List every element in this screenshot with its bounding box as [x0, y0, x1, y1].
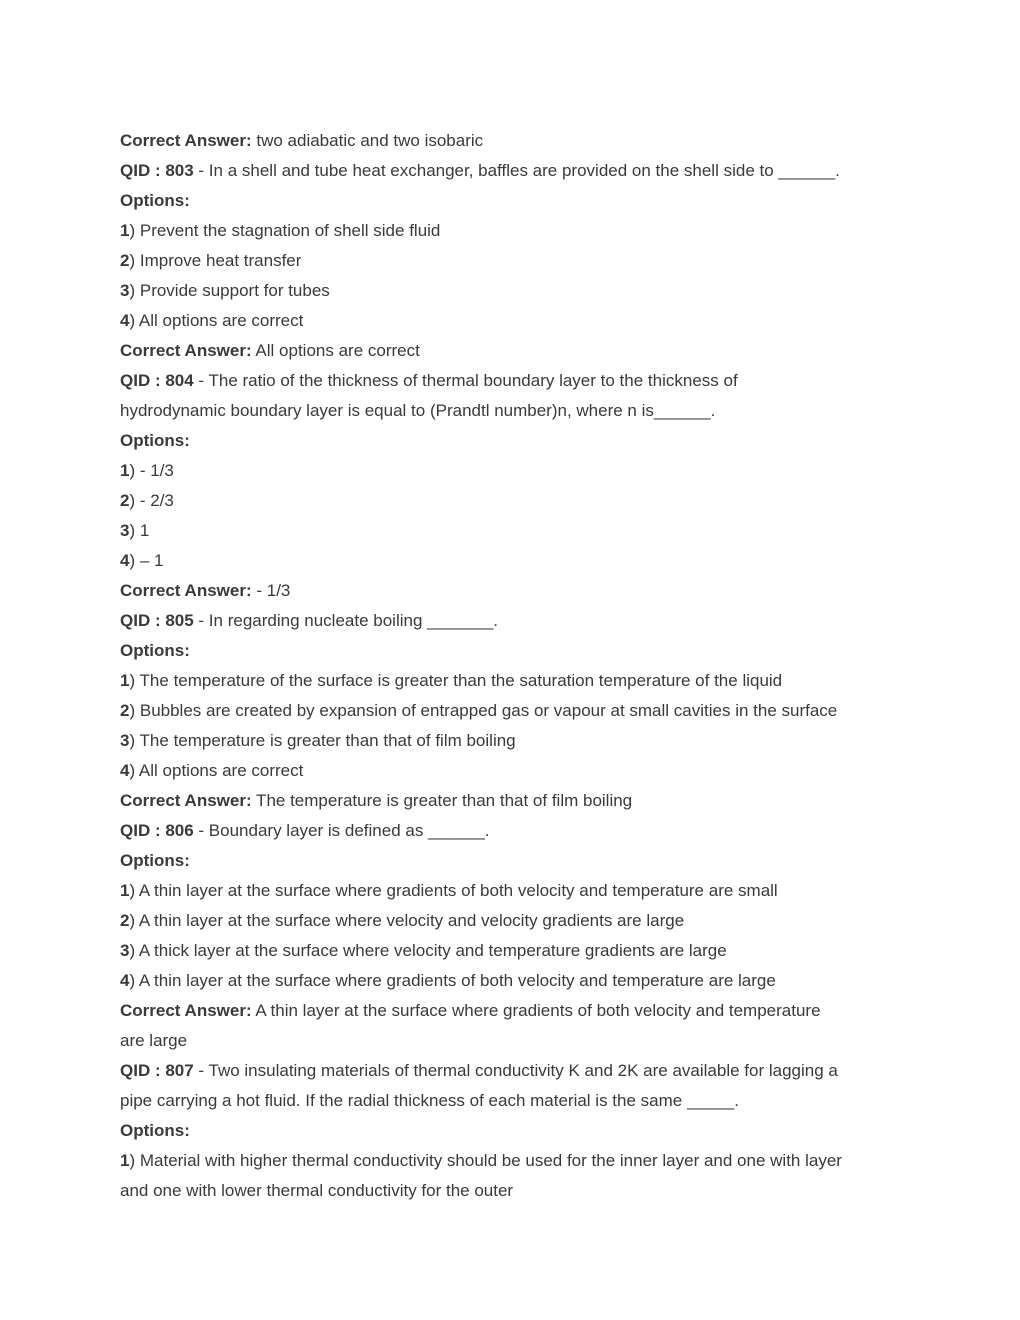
- option-cont-line: [120, 1176, 920, 1206]
- line-text: ) The temperature is greater than that of film boiling: [129, 731, 516, 750]
- line-text: - Boundary layer is defined as ______.: [193, 821, 490, 840]
- line-label: 4: [120, 761, 130, 780]
- line-text: ) Material with higher thermal conductivity should be used for the inner layer and one with layer: [129, 1151, 842, 1170]
- document-page: [120, 126, 920, 1206]
- line-text: - In regarding nucleate boiling _______.: [193, 611, 499, 630]
- line-label: 3: [120, 281, 130, 300]
- line-label: 1: [120, 1151, 130, 1170]
- line-text: The temperature is greater than that of film boiling: [251, 791, 633, 810]
- option-line: [120, 276, 920, 306]
- line-label: Correct Answer:: [120, 131, 252, 150]
- option-line: [120, 756, 920, 786]
- line-label: QID : 805: [120, 611, 194, 630]
- line-label: Correct Answer:: [120, 341, 252, 360]
- line-label: 2: [120, 701, 130, 720]
- option-line: [120, 546, 920, 576]
- line-text: ) A thick layer at the surface where velocity and temperature gradients are large: [129, 941, 727, 960]
- question-cont-line: [120, 396, 920, 426]
- options-label-line: [120, 636, 920, 666]
- option-line: [120, 966, 920, 996]
- answer-cont-line: [120, 1026, 920, 1056]
- line-label: QID : 804: [120, 371, 194, 390]
- line-text: ) Bubbles are created by expansion of entrapped gas or vapour at small cavities in the surface: [129, 701, 838, 720]
- line-text: ) All options are correct: [129, 761, 304, 780]
- line-label: 1: [120, 671, 130, 690]
- option-line: [120, 456, 920, 486]
- option-line: [120, 306, 920, 336]
- line-text: ) 1: [129, 521, 150, 540]
- options-label-line: [120, 186, 920, 216]
- line-label: 3: [120, 521, 130, 540]
- line-label: 3: [120, 731, 130, 750]
- line-text: ) Provide support for tubes: [129, 281, 330, 300]
- option-line: [120, 486, 920, 516]
- line-label: 2: [120, 251, 130, 270]
- line-label: 4: [120, 311, 130, 330]
- line-label: Options:: [120, 431, 190, 450]
- line-label: Correct Answer:: [120, 791, 252, 810]
- line-label: 4: [120, 971, 130, 990]
- line-text: - In a shell and tube heat exchanger, baffles are provided on the shell side to ______.: [193, 161, 840, 180]
- question-line: [120, 606, 920, 636]
- question-line: [120, 816, 920, 846]
- line-label: Options:: [120, 191, 190, 210]
- line-text: ) - 1/3: [129, 461, 174, 480]
- line-label: 1: [120, 461, 130, 480]
- line-text: All options are correct: [251, 341, 420, 360]
- line-label: Correct Answer:: [120, 581, 252, 600]
- line-text: are large: [120, 1031, 188, 1050]
- line-text: - 1/3: [251, 581, 291, 600]
- line-text: ) A thin layer at the surface where gradients of both velocity and temperature are small: [129, 881, 778, 900]
- answer-line: [120, 336, 920, 366]
- line-label: 4: [120, 551, 130, 570]
- question-line: [120, 366, 920, 396]
- line-label: QID : 803: [120, 161, 194, 180]
- line-text: ) A thin layer at the surface where velocity and velocity gradients are large: [129, 911, 685, 930]
- line-text: pipe carrying a hot fluid. If the radial thickness of each material is the same _____.: [120, 1091, 739, 1110]
- options-label-line: [120, 1116, 920, 1146]
- line-label: Options:: [120, 851, 190, 870]
- option-line: [120, 246, 920, 276]
- line-text: ) – 1: [129, 551, 164, 570]
- line-label: 1: [120, 221, 130, 240]
- option-line: [120, 696, 920, 726]
- line-label: QID : 807: [120, 1061, 194, 1080]
- option-line: [120, 516, 920, 546]
- line-text: hydrodynamic boundary layer is equal to (Prandtl number)n, where n is______.: [120, 401, 716, 420]
- line-label: Options:: [120, 1121, 190, 1140]
- option-line: [120, 936, 920, 966]
- option-line: [120, 726, 920, 756]
- line-text: ) Prevent the stagnation of shell side fluid: [129, 221, 441, 240]
- answer-line: [120, 576, 920, 606]
- option-line: [120, 216, 920, 246]
- line-label: QID : 806: [120, 821, 194, 840]
- line-text: and one with lower thermal conductivity for the outer: [120, 1181, 514, 1200]
- line-text: ) A thin layer at the surface where gradients of both velocity and temperature are large: [129, 971, 776, 990]
- line-label: Correct Answer:: [120, 1001, 252, 1020]
- line-text: ) Improve heat transfer: [129, 251, 302, 270]
- option-line: [120, 876, 920, 906]
- line-label: Options:: [120, 641, 190, 660]
- option-line: [120, 1146, 920, 1176]
- line-text: - The ratio of the thickness of thermal boundary layer to the thickness of: [193, 371, 738, 390]
- question-cont-line: [120, 1086, 920, 1116]
- line-label: 2: [120, 911, 130, 930]
- line-text: ) All options are correct: [129, 311, 304, 330]
- answer-line: [120, 996, 920, 1026]
- answer-line: [120, 126, 920, 156]
- option-line: [120, 666, 920, 696]
- line-label: 1: [120, 881, 130, 900]
- line-label: 3: [120, 941, 130, 960]
- question-line: [120, 1056, 920, 1086]
- line-text: A thin layer at the surface where gradients of both velocity and temperature: [251, 1001, 821, 1020]
- line-text: - Two insulating materials of thermal conductivity K and 2K are available for lagging a: [193, 1061, 838, 1080]
- line-label: 2: [120, 491, 130, 510]
- option-line: [120, 906, 920, 936]
- question-line: [120, 156, 920, 186]
- answer-line: [120, 786, 920, 816]
- line-text: ) - 2/3: [129, 491, 174, 510]
- options-label-line: [120, 846, 920, 876]
- line-text: two adiabatic and two isobaric: [251, 131, 484, 150]
- options-label-line: [120, 426, 920, 456]
- line-text: ) The temperature of the surface is greater than the saturation temperature of the liquid: [129, 671, 783, 690]
